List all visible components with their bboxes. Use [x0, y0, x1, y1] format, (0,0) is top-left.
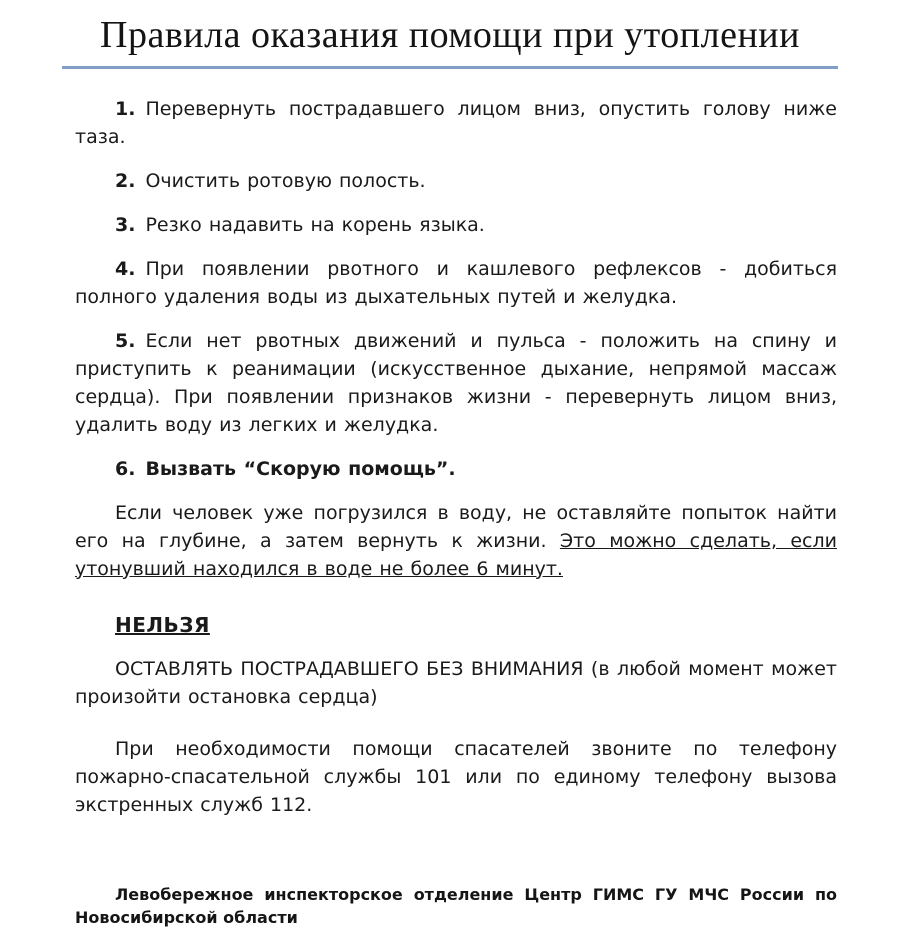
step-5	[75, 327, 837, 439]
prohibition-paragraph	[75, 655, 837, 711]
step-3-number: 3.	[115, 213, 136, 236]
search-note-underlined-text: Это можно сделать, если утонувший находился в воде не более 6 минут.	[75, 529, 837, 580]
step-3	[75, 211, 837, 239]
emergency-text: При необходимости помощи спасателей звоните по телефону пожарно-спасательной службы 101 или по единому телефону вызова экстренных служб 112.	[75, 737, 837, 816]
footer-organization	[75, 883, 837, 929]
step-6	[75, 455, 837, 483]
page-title: Правила оказания помощи при утоплении	[62, 14, 838, 69]
step-5-text: Если нет рвотных движений и пульса - положить на спину и приступить к реанимации (искусственное дыхание, непрямой массаж сердца). При появлении признаков жизни - перевернуть лицом вниз, удалить воду из легких и желудка.	[75, 329, 837, 436]
step-1-text: Перевернуть пострадавшего лицом вниз, опустить голову ниже таза.	[75, 97, 837, 148]
step-2	[75, 167, 837, 195]
step-6-text: Вызвать “Скорую помощь”.	[145, 457, 456, 480]
step-4-number: 4.	[115, 257, 136, 280]
footer-organization-text: Левобережное инспекторское отделение Центр ГИМС ГУ МЧС России по Новосибирской области	[75, 884, 837, 927]
prohibition-heading-label: НЕЛЬЗЯ	[115, 612, 210, 637]
emergency-paragraph	[75, 735, 837, 819]
step-3-text: Резко надавить на корень языка.	[145, 213, 485, 236]
step-4	[75, 255, 837, 311]
step-4-text: При появлении рвотного и кашлевого рефлексов - добиться полного удаления воды из дыхательных путей и желудка.	[75, 257, 837, 308]
prohibition-heading	[75, 611, 837, 639]
step-1	[75, 95, 837, 151]
step-2-text: Очистить ротовую полость.	[145, 169, 426, 192]
step-2-number: 2.	[115, 169, 136, 192]
step-6-number: 6.	[115, 457, 136, 480]
search-note-paragraph	[75, 499, 837, 583]
step-5-number: 5.	[115, 329, 136, 352]
step-1-number: 1.	[115, 97, 136, 120]
search-note-text: Если человек уже погрузился в воду, не оставляйте попыток найти его на глубине, а затем вернуть к жизни.	[75, 501, 837, 552]
prohibition-text: ОСТАВЛЯТЬ ПОСТРАДАВШЕГО БЕЗ ВНИМАНИЯ (в любой момент может произойти остановка сердца)	[75, 657, 837, 708]
document-body	[75, 95, 837, 929]
